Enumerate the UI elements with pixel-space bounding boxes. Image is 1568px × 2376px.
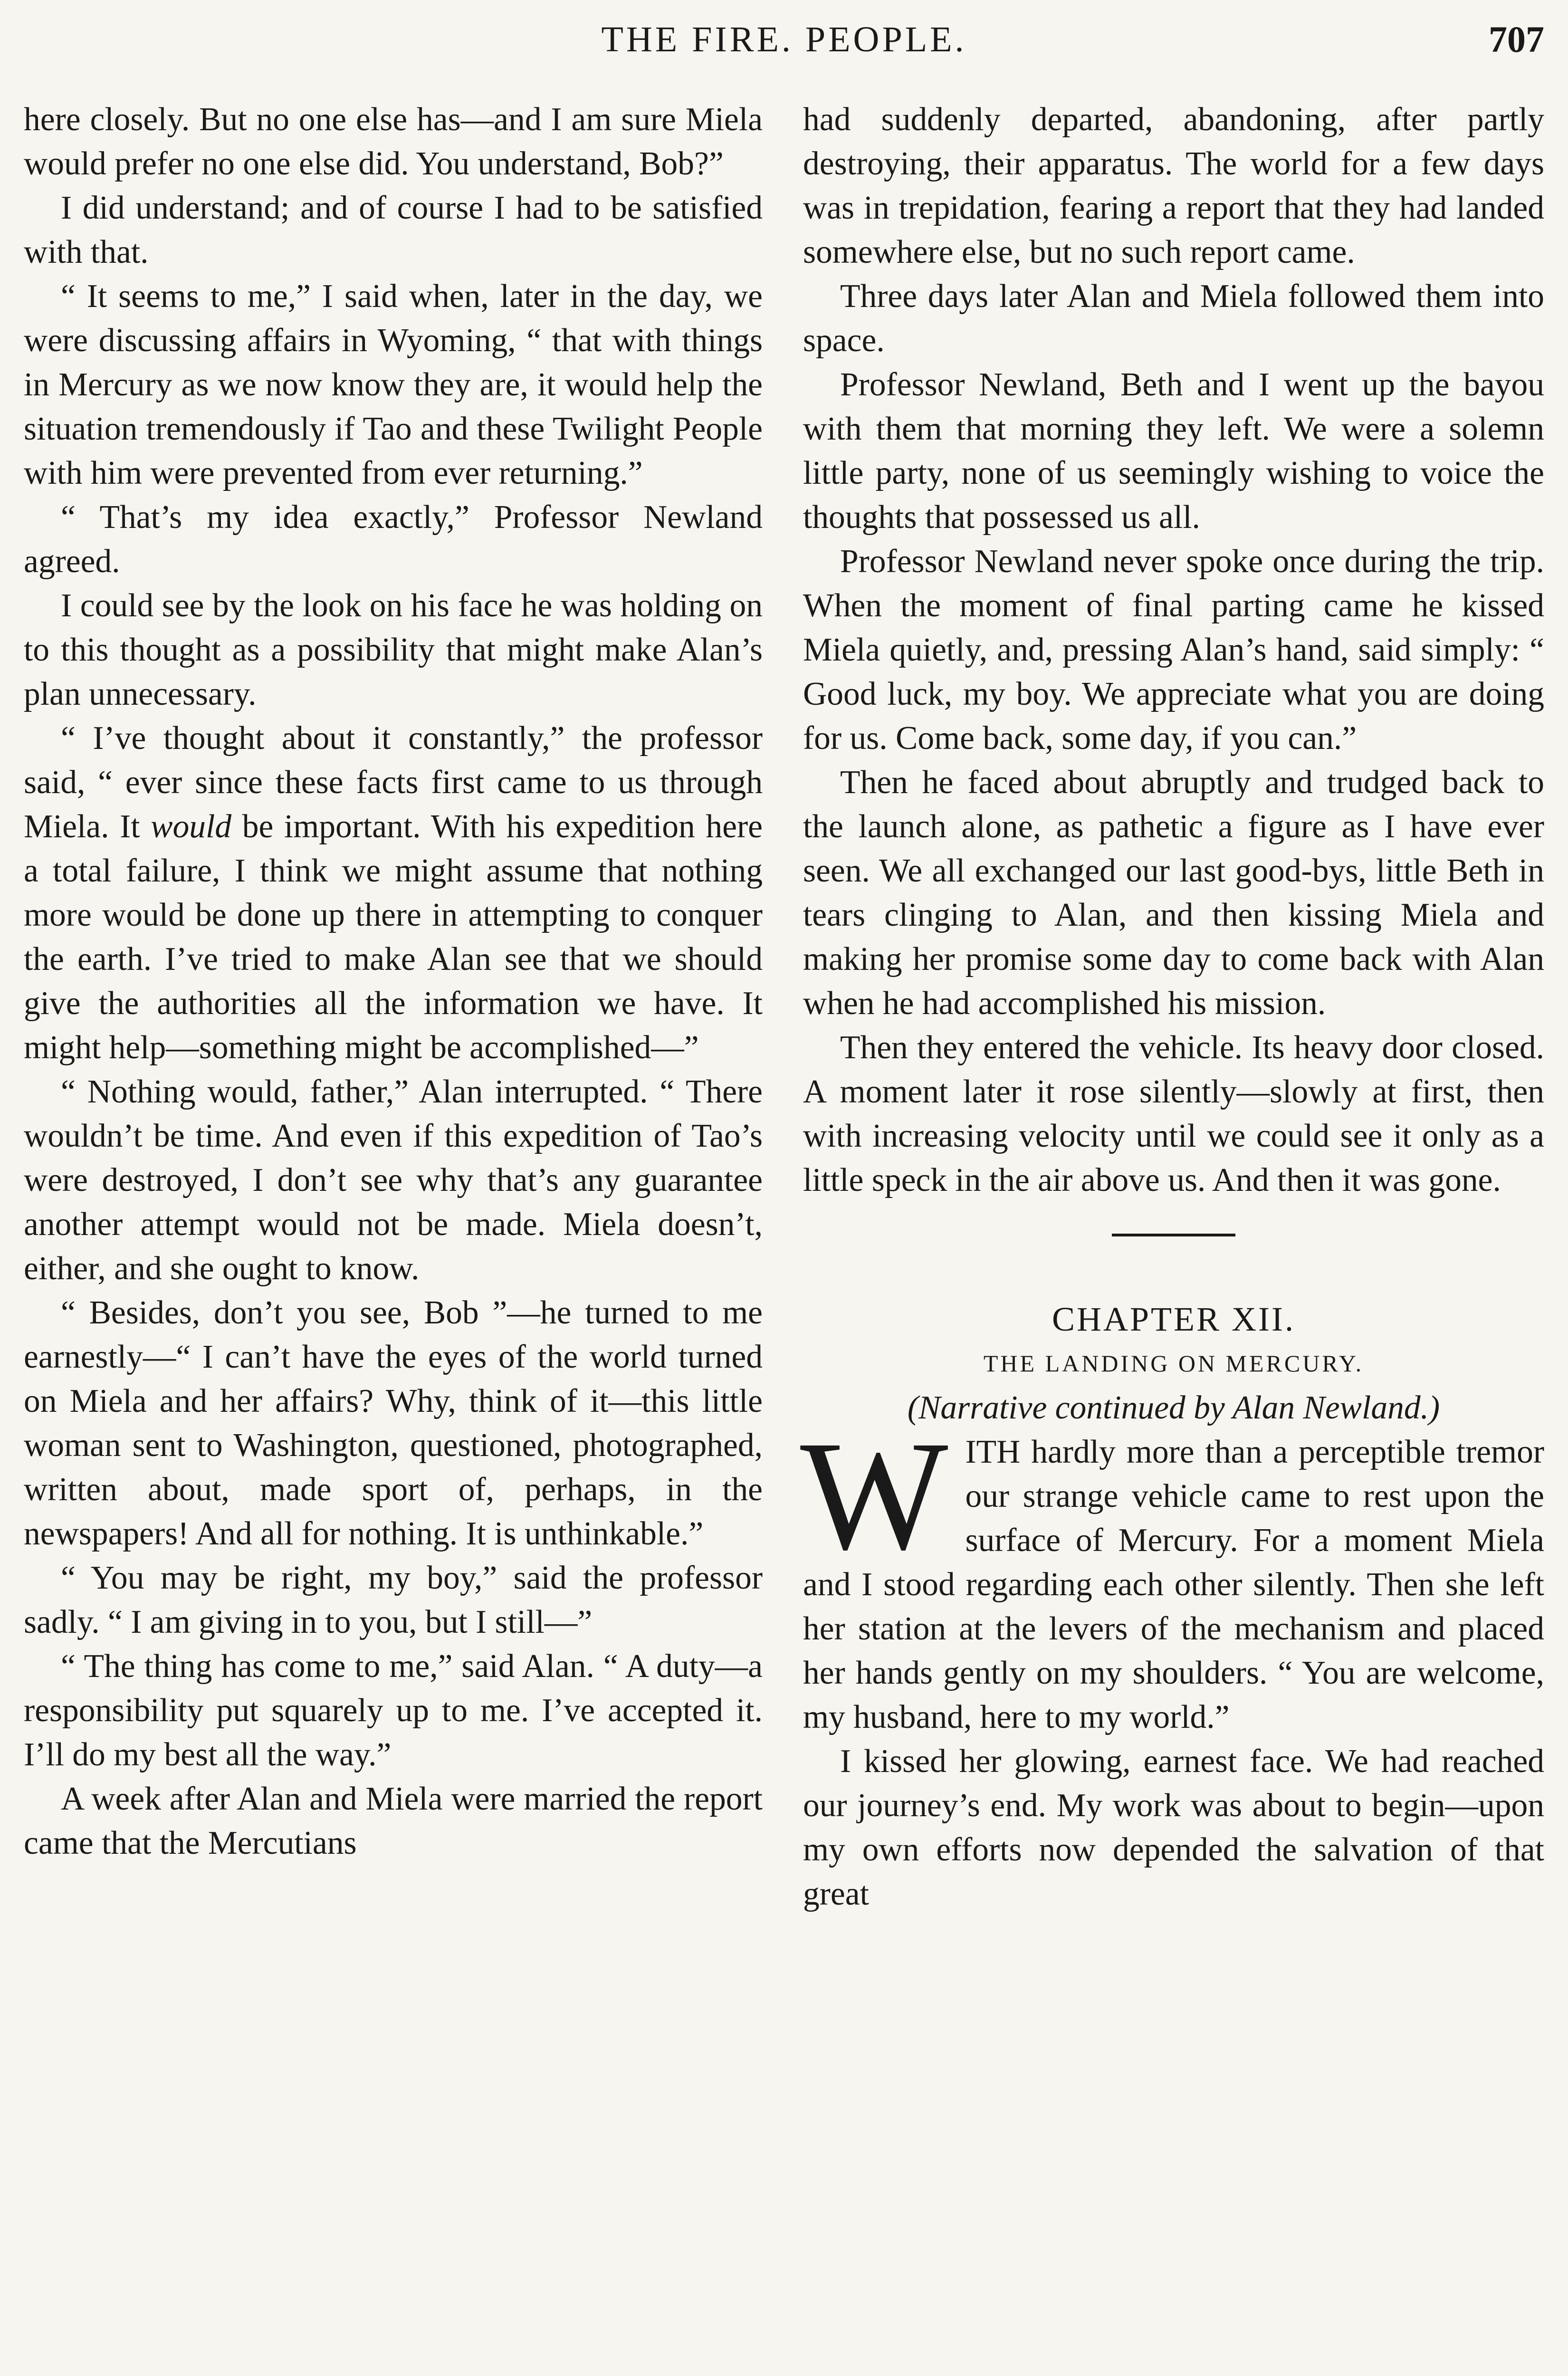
left-paragraph: “ Nothing would, father,” Alan interrupted. “ There wouldn’t be time. And even if this expedition of Tao’s were destroyed, I don’t see why that’s any guarantee another attempt would not be made. Miela doesn’t, either, and she ought to know.	[24, 1073, 763, 1287]
chapter-title: CHAPTER XII.	[1052, 1300, 1295, 1338]
chapter-paragraph: I kissed her glowing, earnest face. We had reached our journey’s end. My work was about to begin—upon my own efforts now depended the salvation of that great	[803, 1743, 1544, 1912]
right-paragraph: Then they entered the vehicle. Its heavy door closed. A moment later it rose silently—slowly at first, then with increasing velocity until we could see it only as a little speck in the air above us. And then it was gone.	[803, 1029, 1544, 1198]
chapter-subtitle: THE LANDING ON MERCURY.	[983, 1350, 1364, 1377]
page-header	[19, 13, 1549, 66]
page-number: 707	[1489, 19, 1544, 60]
opening-small-caps: ITH	[965, 1434, 1021, 1470]
right-paragraph: Professor Newland never spoke once during the trip. When the moment of final parting came he kissed Miela quietly, and, pressing Alan’s hand, said simply: “ Good luck, my boy. We appreciate what you are doing for us. Come back, some day, if you can.”	[803, 543, 1544, 757]
paragraph-segment: be important. With his expedition here a total failure, I think we might assume that nothing more would be done up there in attempting to conquer the earth. I’ve tried to make Alan see that we should give the authorities all the information we have. It might help—something might be accomplished—”	[24, 808, 763, 1066]
running-title: THE FIRE. PEOPLE.	[601, 19, 967, 59]
left-paragraph: “ Besides, don’t you see, Bob ”—he turned to me earnestly—“ I can’t have the eyes of the world turned on Miela and her affairs? Why, think of it—this little woman sent to Washington, questioned, photographed, written about, made sport of, perhaps, in the newspapers! And all for nothing. It is unthinkable.”	[24, 1294, 763, 1552]
emphasis: would	[151, 808, 232, 845]
drop-cap-letter: W	[800, 1409, 948, 1582]
left-paragraph: A week after Alan and Miela were married the report came that the Mercutians	[24, 1781, 763, 1861]
right-paragraph: had suddenly departed, abandoning, after partly destroying, their apparatus. The world for a few days was in trepidation, fearing a report that they had landed somewhere else, but no such report came.	[803, 101, 1544, 270]
right-column-paragraphs	[803, 97, 1544, 1202]
chapter-opening-paragraph	[800, 1409, 1544, 1739]
right-column	[800, 97, 1544, 1916]
left-paragraph: “ It seems to me,” I said when, later in the day, we were discussing affairs in Wyoming, “ that with things in Mercury as we now know they are, it would help the situation tremendously if Tao and these Twilight People with him were prevented from ever returning.”	[24, 278, 763, 491]
left-column	[24, 97, 763, 1865]
right-paragraph: Three days later Alan and Miela followed them into space.	[803, 278, 1544, 359]
left-paragraph: I could see by the look on his face he was holding on to this thought as a possibility that might make Alan’s plan unnecessary.	[24, 587, 763, 712]
right-paragraph: Professor Newland, Beth and I went up the bayou with them that morning they left. We were a solemn little party, none of us seemingly wishing to voice the thoughts that possessed us all.	[803, 366, 1544, 536]
opening-text: hardly more than a perceptible tremor our strange vehicle came to rest upon the surface of Mercury. For a moment Miela and I stood regarding each other silently. Then she left her station at the levers of the mechanism and placed her hands gently on my shoulders. “ You are welcome, my husband, here to my world.”	[803, 1434, 1544, 1735]
left-paragraph: I did understand; and of course I had to be satisfied with that.	[24, 190, 763, 270]
narrator-note: (Narrative continued by Alan Newland.)	[907, 1389, 1440, 1426]
left-paragraph: “ That’s my idea exactly,” Professor Newland agreed.	[24, 499, 763, 580]
chapter-paragraphs	[803, 1739, 1544, 1916]
left-paragraph	[24, 716, 763, 1070]
right-paragraph: Then he faced about abruptly and trudged back to the launch alone, as pathetic a figure as I have ever seen. We all exchanged our last good-bys, little Beth in tears clinging to Alan, and then kissing Miela and making her promise some day to come back with Alan when he had accomplished his mission.	[803, 764, 1544, 1022]
section-divider	[1112, 1234, 1235, 1236]
paragraph-segment: “ I’ve thought about it constantly,” the professor said, “ ever since these facts first came to us through Miela. It	[24, 720, 763, 845]
left-paragraph: “ You may be right, my boy,” said the professor sadly. “ I am giving in to you, but I still—”	[24, 1560, 763, 1640]
left-paragraph: here closely. But no one else has—and I am sure Miela would prefer no one else did. You understand, Bob?”	[24, 101, 763, 182]
left-paragraph: “ The thing has come to me,” said Alan. “ A duty—a responsibility put squarely up to me. I’ve accepted it. I’ll do my best all the way.”	[24, 1648, 763, 1773]
